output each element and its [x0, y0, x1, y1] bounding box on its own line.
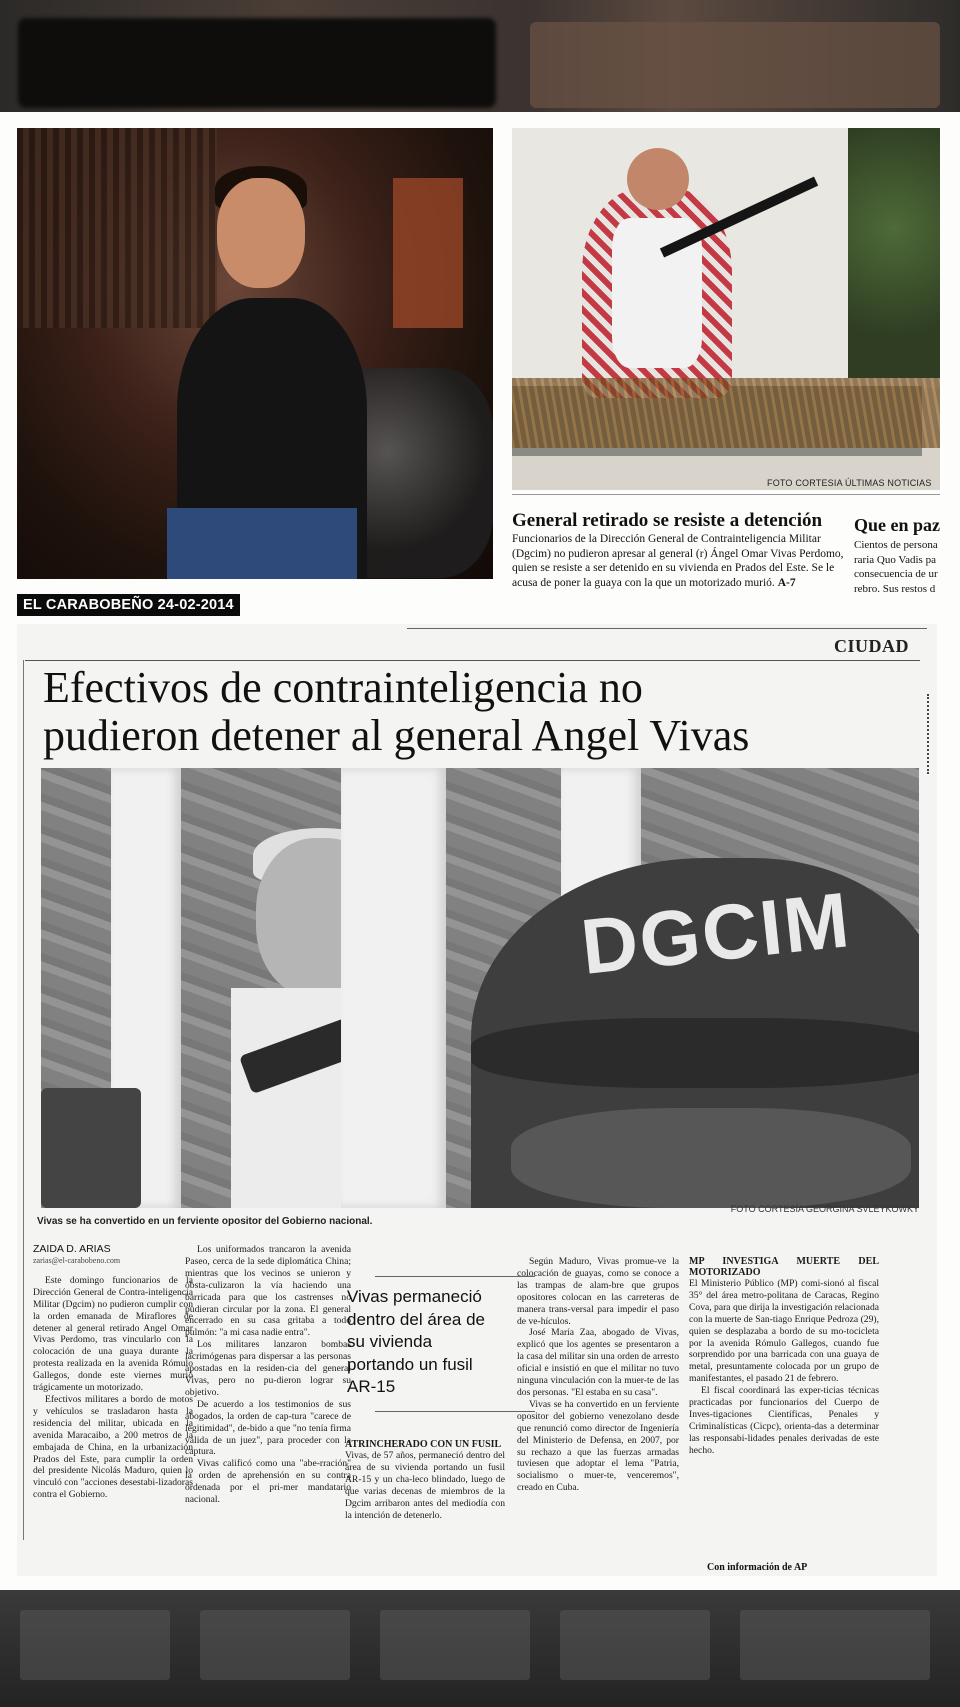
young-man-motorcycle-photo — [17, 128, 493, 579]
article-column-2: Los uniformados trancaron la avenida Paseo, cerca de la sede diplomática China; mientras que los vecinos se unieron y obsta-culizaron la vía haciendo una barricada para que los castrenses no pudieran circular por la zona. El general encerrado en su casa gritaba a todo pulmón: "a mi casa nadie entra". Los militares lanzaron bombas lacrimógenas para dispersar a las personas apostadas en la residen-cia del general Vivas, pero no pu-dieron lograr su objetivo. De acuerdo a los testimonios de sus abogados, la orden de cap-tura "carece de legitimidad", de-bido a que "no tenía firma válida de un juez", para proceder con la captura. Vivas calificó como una "abe-rración" la orden de aprehensión en su contra ordenada por el pri-mer mandatario nacional. — [185, 1244, 351, 1506]
byline-email: zarias@el-carabobeno.com — [33, 1256, 121, 1265]
subhead-mp-investiga: MP INVESTIGA MUERTE DEL MOTORIZADO — [689, 1256, 879, 1278]
page-reference: A-7 — [777, 576, 796, 589]
story-summary-general: Funcionarios de la Dirección General de Contrainteligencia Militar (Dgcim) no pudieron apresar al general (r) Ángel Omar Vivas Perdomo, quien se resiste a ser detenido en su vivienda en Prados del Este. Se le acusa de poner la guaya con la que un motorizado murió. A-7 — [512, 533, 844, 589]
photo-credit-main: FOTO CORTESÍA GEORGINA SVLEYKOWKY — [730, 1204, 919, 1214]
photo-caption: Vivas se ha convertido en un ferviente opositor del Gobierno nacional. — [37, 1216, 373, 1227]
article-column-1: ZAIDA D. ARIAS zarias@el-carabobeno.com Este domingo funcionarios de la Dirección General de Contra-inteligencia Militar (Dgcim) no pudieron cumplir con la orden emanada de Miraflores de detener al general retirado Angel Omar Vivas Perdomo, tras vincularlo con la colocación de una guaya durante la protesta realizada en la avenida Rómulo Gallegos, donde este viernes murió trágicamente un motorizado. Efectivos militares a bordo de motos y vehículos se trasladaron hasta la residencia del militar, ubicada en la avenida Maracaibo, a 200 metros de la embajada de China, en la urbanización Prados del Este, para cumplir la orden del presidente Nicolás Maduro, quien lo vinculó con "acciones desestabi-lizadoras contra el Gobierno. — [33, 1243, 193, 1501]
signoff: Con información de AP — [707, 1562, 808, 1573]
subhead-atrincherado: ATRINCHERADO CON UN FUSIL — [345, 1439, 502, 1450]
article-column-4: Según Maduro, Vivas promue-ve la colocación de guayas, como se conoce a las trampas de alam-bre que grupos opositores colocan en las carreteras de manera trans-versal para impedir el paso de ve-hículos. José María Zaa, abogado de Vivas, explicó que los agentes se presentaron a la casa del militar sin una orden de arresto oficial e insistió en que el militar no tuvo ninguna vinculación con la muer-te de las dos personas. "El estaba en su casa". Vivas se ha convertido en un ferviente opositor del gobierno venezolano desde que renunció como director de Ingeniería del Ministerio de Defensa, en 2007, por su rechazo a que las fuerzas armadas tuviesen que adoptar el lema "Patria, socialismo o muer-te, venceremos", creado en Cuba. — [517, 1256, 679, 1494]
source-date-tag: EL CARABOBEÑO 24-02-2014 — [17, 594, 240, 616]
story-headline-general: General retirado se resiste a detención — [512, 510, 823, 531]
story-summary-cropped: Cientos de persona raria Quo Vadis pa consecuencia de ur rebro. Sus restos d — [854, 539, 938, 595]
story-headline-cropped: Que en paz — [854, 515, 940, 535]
section-label: CIUDAD — [834, 636, 909, 656]
divider — [512, 494, 940, 495]
article-headline: Efectivos de contrainteligencia no pudieron detener al general Angel Vivas — [43, 663, 750, 760]
blurred-background-bottom — [0, 1590, 960, 1707]
blurred-photo-left — [18, 18, 496, 108]
newspaper-article — [17, 624, 937, 1576]
general-behind-bars-photo — [41, 768, 919, 1208]
blurred-photo-right — [530, 22, 940, 108]
byline: ZAIDA D. ARIAS — [33, 1243, 111, 1255]
article-column-3: ATRINCHERADO CON UN FUSIL Vivas, de 57 años, permaneció dentro del área de su vivienda portando un fusil AR-15 y un cha-leco blindado, luego de que varias decenas de miembros de la Dgcim arribaron antes del mediodía con la intención de detenerlo. — [345, 1439, 505, 1521]
pull-quote: Vivas permaneció dentro del área de su vivienda portando un fusil AR-15 — [347, 1287, 485, 1396]
article-column-5: MP INVESTIGA MUERTE DEL MOTORIZADO El Ministerio Público (MP) comi-sionó al fiscal 35° del área metro-politana de Caracas, Regino Cova, para que dirija la investigación relacionada con la muerte de San-tiago Enrique Pedroza (29), quien se desplazaba a bordo de su mo-tocicleta por la avenida Rómulo Gallegos, cuando fue sorprendido por una barricada con una guaya de metal, presuntamente colocada por un grupo de manifestantes, el pasado 21 de febrero. El fiscal coordinará las exper-ticias técnicas practicadas por funcionarios del Cuerpo de Inves-tigaciones Científicas, Penales y Criminalísticas (Cicpc), orienta-das a determinar las responsabi-lidades penales derivadas de este hecho. — [689, 1256, 879, 1456]
dgcim-cap-logo: DGCIM — [577, 875, 855, 991]
general-with-rifle-photo — [512, 128, 940, 490]
blurred-background-top — [0, 0, 960, 112]
clipping-sheet — [0, 112, 960, 1590]
photo-credit-ultimas-noticias: FOTO CORTESIA ÚLTIMAS NOTICIAS — [767, 478, 932, 488]
